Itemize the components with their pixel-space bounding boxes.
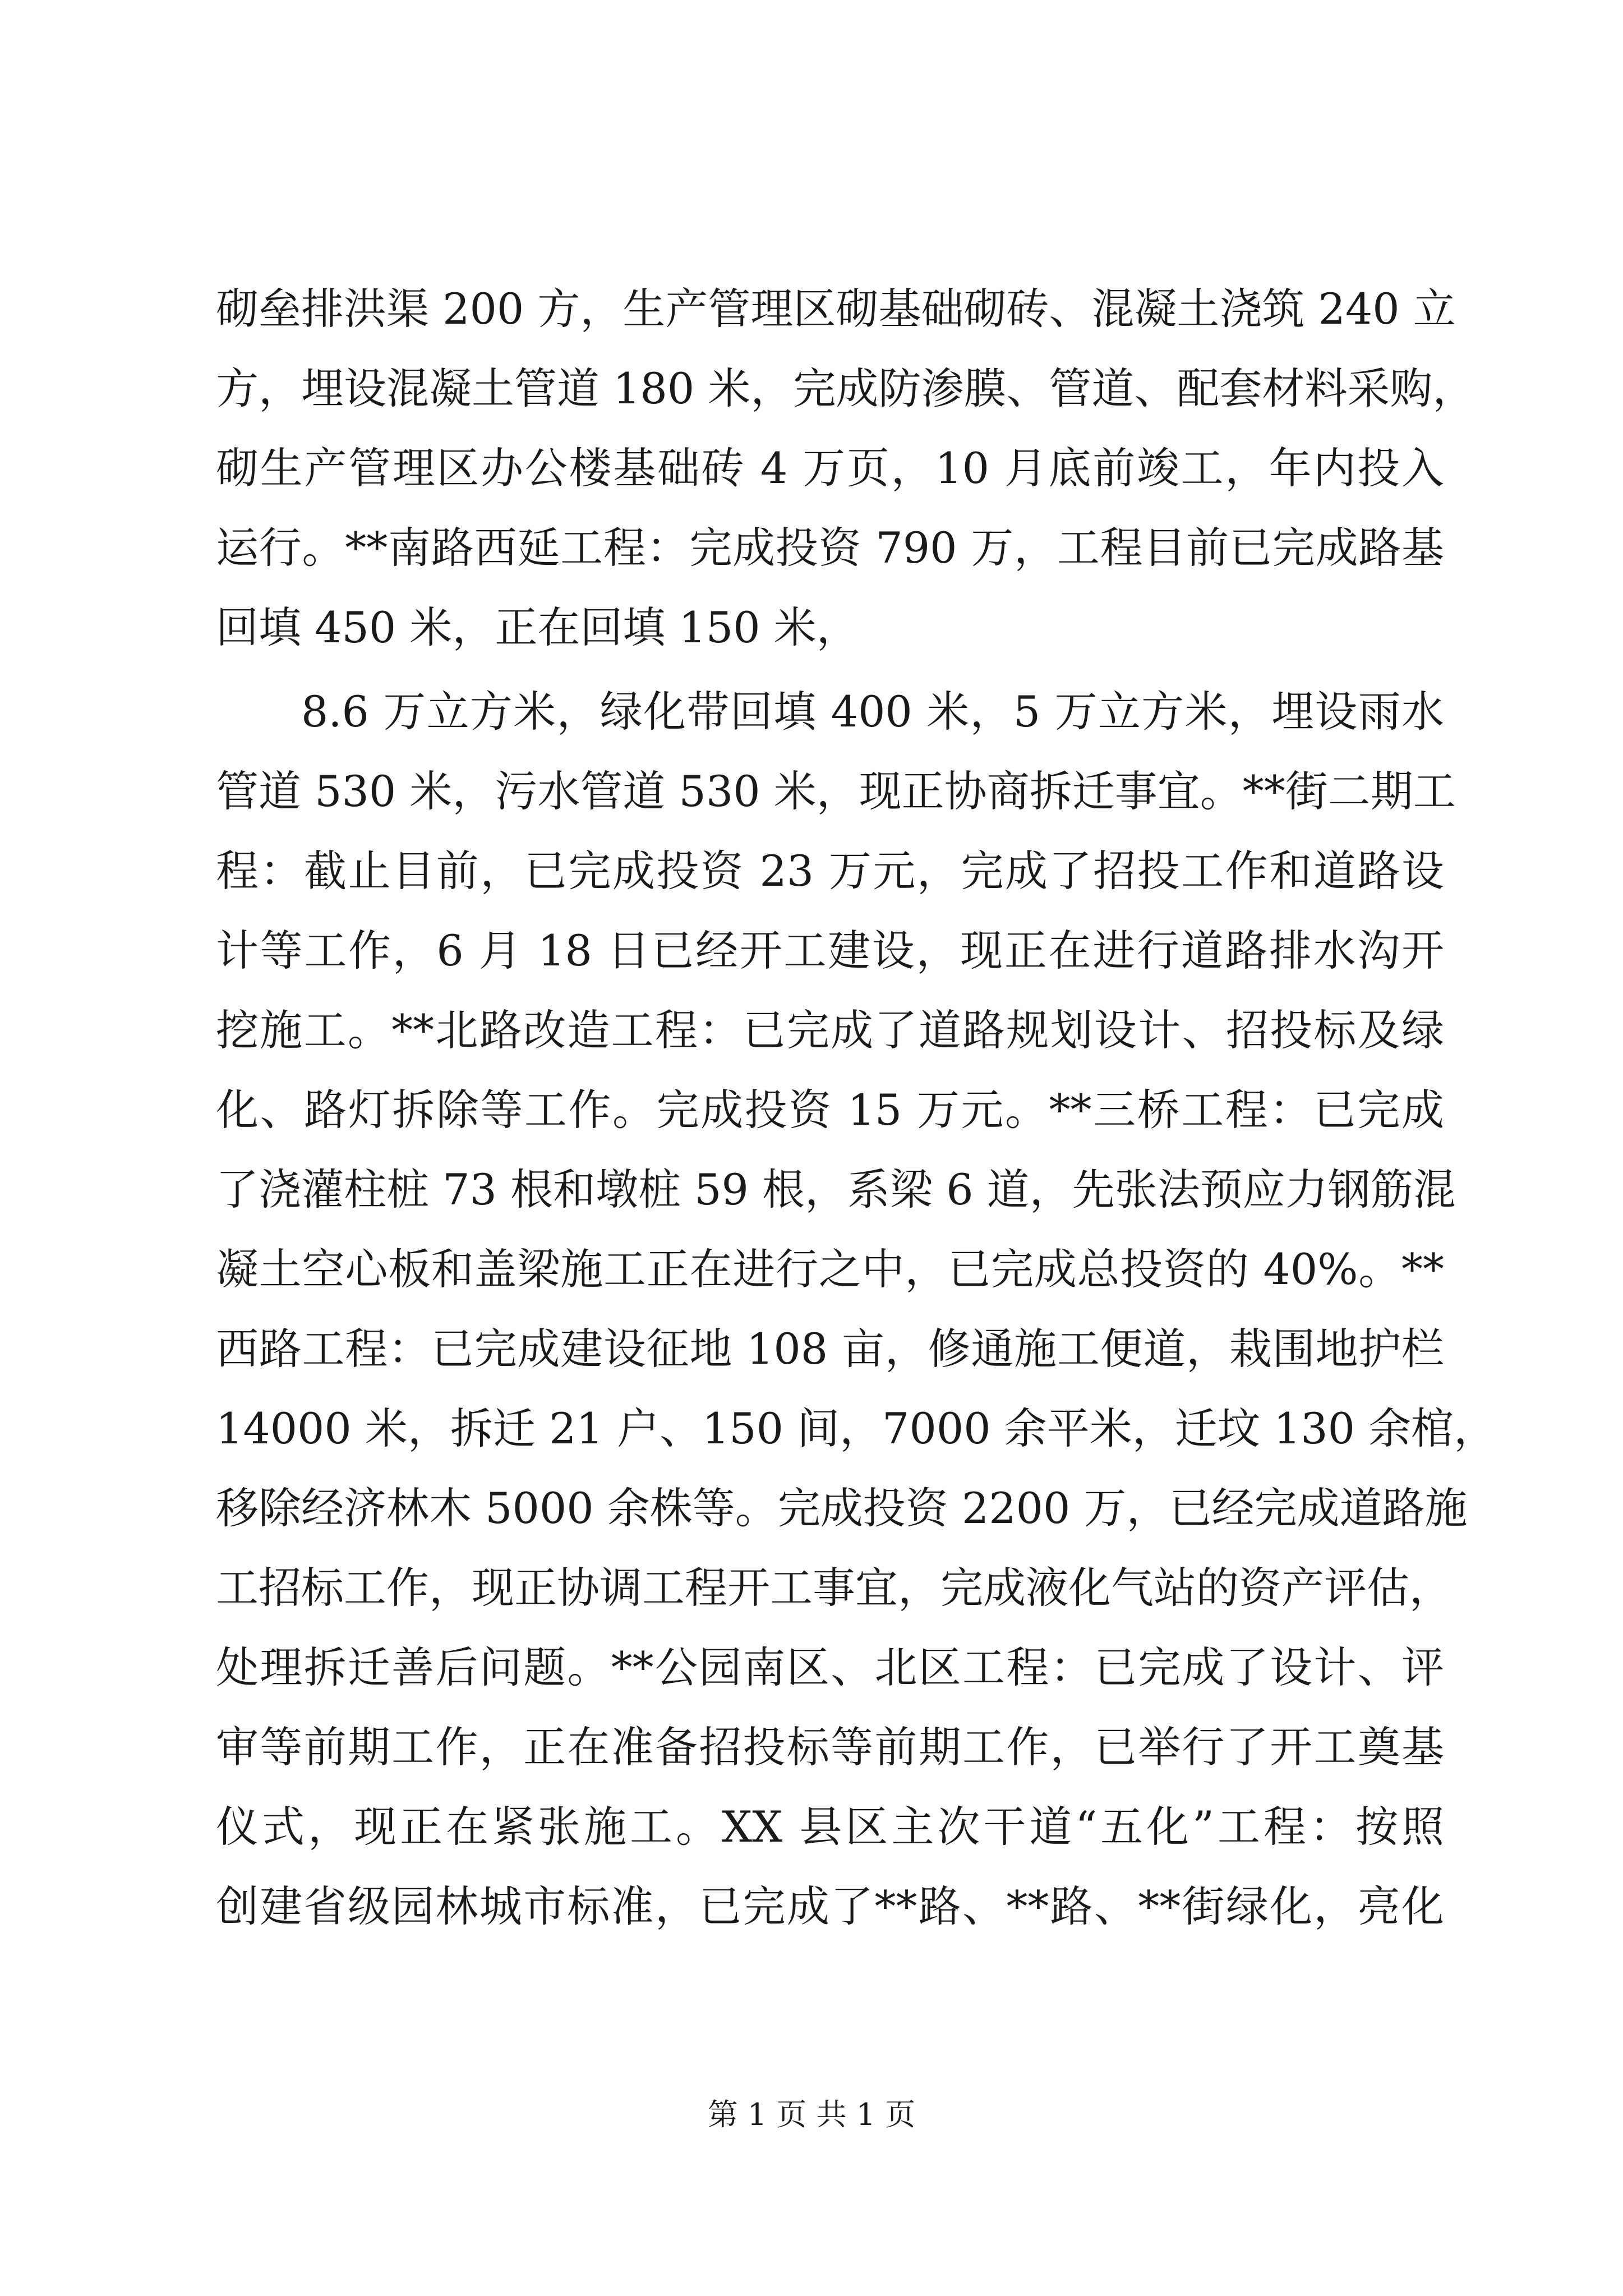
text-line: 化、路灯拆除等工作。完成投资 15 万元。**三桥工程：已完成	[216, 1085, 1444, 1135]
text-line: 创建省级园林城市标准，已完成了**路、**路、**街绿化，亮化	[216, 1881, 1444, 1931]
text-line: 挖施工。**北路改造工程：已完成了道路规划设计、招投标及绿	[216, 1005, 1444, 1055]
text-line: 14000 米，拆迁 21 户、150 间，7000 余平米，迁坟 130 余棺，	[216, 1404, 1497, 1453]
body-text	[216, 269, 1497, 1947]
text-line: 程：截止目前，已完成投资 23 万元，完成了招投工作和道路设	[216, 846, 1444, 896]
text-line: 方，埋设混凝土管道 180 米，完成防渗膜、管道、配套材料采购，	[216, 364, 1476, 413]
paragraph-1	[216, 269, 1476, 668]
paragraph-2	[216, 672, 1497, 1947]
text-line: 计等工作，6 月 18 日已经开工建设，现正在进行道路排水沟开	[216, 926, 1444, 976]
page-footer	[0, 2095, 1623, 2134]
text-line: 运行。**南路西延工程：完成投资 790 万，工程目前已完成路基	[216, 523, 1444, 573]
text-line: 砌垒排洪渠 200 方，生产管理区砌基础砌砖、混凝土浇筑 240 立	[216, 284, 1456, 334]
text-line: 8.6 万立方米，绿化带回填 400 米，5 万立方米，埋设雨水	[301, 687, 1444, 737]
text-line: 西路工程：已完成建设征地 108 亩，修通施工便道，栽围地护栏	[216, 1324, 1444, 1374]
text-line: 工招标工作，现正协调工程开工事宜，完成液化气站的资产评估，	[216, 1563, 1452, 1613]
text-line: 回填 450 米，正在回填 150 米，	[216, 602, 859, 652]
text-line: 了浇灌柱桩 73 根和墩桩 59 根，系梁 6 道，先张法预应力钢筋混	[216, 1165, 1456, 1214]
text-line: 管道 530 米，污水管道 530 米，现正协商拆迁事宜。**街二期工	[216, 766, 1456, 816]
text-line: 移除经济林木 5000 余株等。完成投资 2200 万，已经完成道路施	[216, 1483, 1468, 1533]
text-line: 处理拆迁善后问题。**公园南区、北区工程：已完成了设计、评	[216, 1642, 1444, 1692]
text-line: 仪式，现正在紧张施工。XX 县区主次干道“五化”工程：按照	[216, 1802, 1444, 1852]
text-line: 凝土空心板和盖梁施工正在进行之中，已完成总投资的 40%。**	[216, 1244, 1444, 1294]
page-number: 第 1 页 共 1 页	[707, 2097, 916, 2132]
text-line: 砌生产管理区办公楼基础砖 4 万页，10 月底前竣工，年内投入	[216, 443, 1444, 493]
text-line: 审等前期工作，正在准备招投标等前期工作，已举行了开工奠基	[216, 1722, 1444, 1772]
paragraph-gap	[216, 668, 1444, 672]
